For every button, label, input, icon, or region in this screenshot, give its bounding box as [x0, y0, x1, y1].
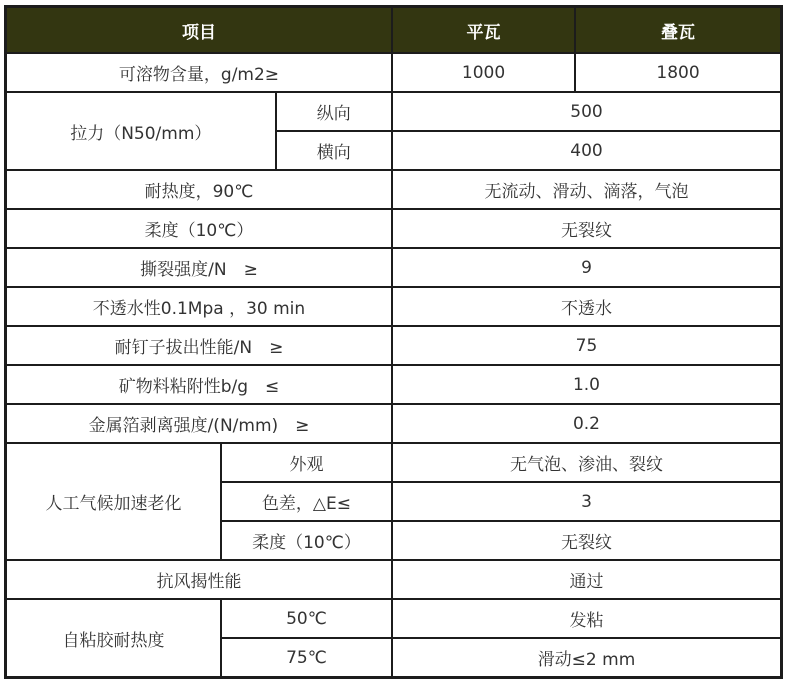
header-row [6, 7, 782, 54]
flexibility-label: 柔度（10℃） [6, 209, 392, 248]
mineral-value: 1.0 [392, 365, 782, 404]
aging-flexibility-value: 无裂纹 [392, 521, 782, 560]
row-soluble-content [6, 53, 782, 92]
tensile-longitudinal-value: 500 [392, 92, 782, 131]
row-mineral-adhesion [6, 365, 782, 404]
wind-label: 抗风揭性能 [6, 560, 392, 599]
soluble-label: 可溶物含量，g/m2≥ [6, 53, 392, 92]
heat-value: 无流动、滑动、滴落，气泡 [392, 170, 782, 209]
header-stacked-tile: 叠瓦 [575, 7, 781, 54]
nail-label: 耐钉子拔出性能/N ≥ [6, 326, 392, 365]
soluble-stacked-value: 1800 [575, 53, 781, 92]
row-adhesive-50 [6, 599, 782, 638]
foil-label: 金属箔剥离强度/(N/mm) ≥ [6, 404, 392, 443]
adhesive-50-value: 发粘 [392, 599, 782, 638]
tear-value: 9 [392, 248, 782, 287]
row-tear-strength [6, 248, 782, 287]
foil-value: 0.2 [392, 404, 782, 443]
aging-label: 人工气候加速老化 [6, 443, 221, 560]
adhesive-75-label: 75℃ [221, 638, 392, 678]
tensile-transverse-value: 400 [392, 131, 782, 170]
row-foil-peel [6, 404, 782, 443]
adhesive-label: 自粘胶耐热度 [6, 599, 221, 678]
header-item: 项目 [6, 7, 392, 54]
row-aging-appearance [6, 443, 782, 482]
heat-label: 耐热度，90℃ [6, 170, 392, 209]
aging-appearance-value: 无气泡、渗油、裂纹 [392, 443, 782, 482]
spec-table [4, 5, 783, 679]
row-impermeability [6, 287, 782, 326]
aging-flexibility-label: 柔度（10℃） [221, 521, 392, 560]
row-flexibility [6, 209, 782, 248]
tensile-longitudinal-label: 纵向 [276, 92, 392, 131]
header-flat-tile: 平瓦 [392, 7, 575, 54]
adhesive-50-label: 50℃ [221, 599, 392, 638]
flexibility-value: 无裂纹 [392, 209, 782, 248]
impermeability-label: 不透水性0.1Mpa ，30 min [6, 287, 392, 326]
nail-value: 75 [392, 326, 782, 365]
row-wind-uplift [6, 560, 782, 599]
aging-color-diff-value: 3 [392, 482, 782, 521]
wind-value: 通过 [392, 560, 782, 599]
mineral-label: 矿物料粘附性b/g ≤ [6, 365, 392, 404]
tear-label: 撕裂强度/N ≥ [6, 248, 392, 287]
impermeability-value: 不透水 [392, 287, 782, 326]
aging-appearance-label: 外观 [221, 443, 392, 482]
soluble-flat-value: 1000 [392, 53, 575, 92]
row-heat-resistance [6, 170, 782, 209]
row-nail-pullout [6, 326, 782, 365]
aging-color-diff-label: 色差，△E≤ [221, 482, 392, 521]
adhesive-75-value: 滑动≤2 mm [392, 638, 782, 678]
tensile-label: 拉力（N50/mm） [6, 92, 276, 170]
tensile-transverse-label: 横向 [276, 131, 392, 170]
row-tensile-longitudinal [6, 92, 782, 131]
